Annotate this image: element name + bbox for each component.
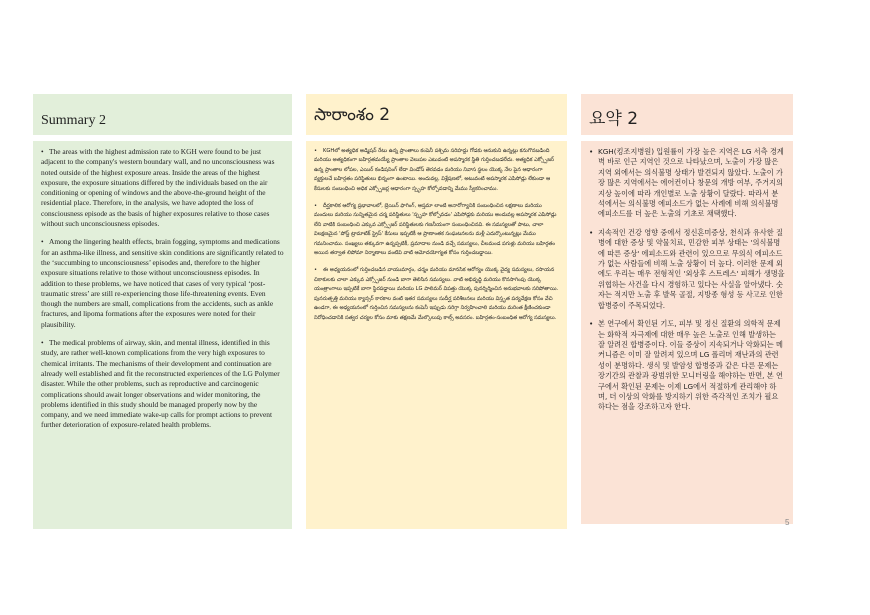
bullet-icon: • — [314, 203, 318, 210]
telugu-paragraph-3: • ఈ అధ్యయనంలో గుర్తించబడిన వాయుమార్గం, చర్మం మరియు మానసిక ఆరోగ్యం యొక్క వైద్య సమస్యలు, రసాయన చికాకులకు చాలా ఎక్కువ ఎక్స్పోజర్ నుండి బాగా తెలిసిన సమస్యలు. వాటి అభివృద్ధి మరియు కొనసాగింపు యొక్క యంత్రాంగాలు ఇప్పటికే బాగా స్థిరపడ్డాయి మరియు LG పాలిమర్ విపత్తు యొక్క పునర్నిర్మించిన అనుభవాలకు సరిపోతాయి. పునరుత్పత్తి మరియు క్యాన్సర్ కారకాల వంటి ఇతర సమస్యలు సుదీర్ఘ పరిశీలనలు మరియు విస్తృత పర్యవేక్షణ కోసం వేచి ఉండగా, ఈ అధ్యయనంలో గుర్తించిన సమస్యలను కంపెనీ ఇప్పుడు సరిగ్గా నిర్వహించాలి మరియు మరింత క్షీణించకుండా నిరోధించడానికి సత్వర చర్యల కోసం మాకు తక్షణమే మేల్కొలుపు కాల్స్ అవసరం. బహిర్గతం-సంబంధిత ఆరోగ్య సమస్యలు. — [314, 267, 559, 321]
korean-heading: 요약 2 — [589, 109, 639, 129]
bullet-icon: • — [314, 148, 318, 154]
telugu-heading: సారాంశం 2 — [314, 105, 391, 125]
korean-paragraph-2: • 지속적인 건강 영향 중에서 정신혼미증상, 천식과 유사한 질병에 대한 증상 및 약물치료, 민감한 피부 상태는 '의식불명에 따른 증상' 에피소드와 관련이 있으므로 무의식 에피소드가 없는 사람들에 비해 노출 상황이 더 높다. 이러한 문제 외에도 우리는 매우 전형적인 '외상후 스트레스' 피해가 생명을 위협하는 사건을 다시 경험하고 있다는 사실을 알아냈다. 숫자는 적지만 노출 후 발목 골절, 지방종 형성 등 사고로 인한 합병증이 주목되었다. — [589, 227, 785, 310]
bullet-icon: • — [41, 147, 44, 156]
korean-heading-box — [581, 94, 793, 135]
english-paragraph-3: • The medical problems of airway, skin, and mental illness, identified in this study, are rather well-known complications from the very high exposures to chemical irritants. The mechanisms of their development and continuation are already well established and fit the reconstructed experiences of the LG Polymer disaster. While the other problems, such as reproductive and carcinogenic complications should await longer observations and wider monitoring, the problems identified in this study should be managed properly now by the company, and we need immediate wake-up calls for prompt actions to prevent further deterioration of exposure-related health problems. — [41, 338, 280, 430]
english-summary-body — [33, 141, 292, 529]
telugu-paragraph-1: • KGHలో అత్యధిక అడ్మిషన్ రేటు ఉన్న ప్రాంతాలు కంపెనీ పశ్చిమ సరిహద్దు గోడకు ఆనుకుని ఉన్నట్లు కనుగొనబడింది మరియు అత్యధికంగా బహిర్గతమయ్యే ప్రాంతాల వెలుపల ఎటువంటి అపస్మారక స్థితి గుర్తించబడలేదు. అత్యధిక ఎక్స్పోజర్ ఉన్న ప్రాంతాల లోపల, ఎయిర్ కండిషనింగ్ లేదా విండోస్ తెరవడం మరియు నివాస స్థలం యొక్క నేల పైన ఆధారంగా వ్యక్తులచే బహిర్గతం పరిస్థితులు భిన్నంగా ఉంటాయి. అందువల్ల, విశ్లేషణలో, అటువంటి అపస్మారక ఎపిసోడ్లు లేకుండా ఆ కేసులకు సంబంధించి అధిక ఎక్స్పోజర్ల ఆధారంగా స్పృహ కోల్పోవడాన్ని మేము స్వీకరించాము. — [314, 148, 555, 192]
bullet-icon: • — [589, 147, 594, 156]
korean-paragraph-3: • 본 연구에서 확인된 기도, 피부 및 정신 질환의 의학적 문제는 화학적 자극제에 대한 매우 높은 노출로 인해 발생하는 잘 알려진 합병증이다. 이들 증상이 지속되거나 악화되는 메커니즘은 이미 잘 알려져 있으며 LG 폴리머 재난과의 관련성이 분명하다. 생식 및 발암성 합병증과 같은 다른 문제는 장기간의 관찰과 광범위한 모니터링을 해야하는 반면, 본 연구에서 확인된 문제는 이제 LG에서 적절하게 관리해야 하며, 더 이상의 악화를 방지하기 위한 즉각적인 조치가 필요하다는 점을 강조하고자 한다. — [589, 319, 783, 412]
telugu-paragraph-2: • దీర్ఘకాలిక ఆరోగ్య ప్రభావాలలో, బ్రెయిన్ ఫాగింగ్, ఆస్తమా లాంటి అనారోగ్యానికి సంబంధించిన లక్షణాలు మరియు మందులు మరియు సున్నితమైన చర్మ పరిస్థితులు 'స్పృహ కోల్పోవడం' ఎపిసోడ్లకు మరియు అందువల్ల అపస్మారక ఎపిసోడ్లు లేని వాటికి సంబంధించి ఎక్కువ ఎక్స్పోజర్ పరిస్థితులకు గణనీయంగా సంబంధించినవి. ఈ సమస్యలతో పాటు, చాలా విలక్షణమైన 'పోస్ట్ ట్రామాటిక్ స్ట్రెస్' కేసులు ఇప్పటికీ ఆ ప్రాణాంతక సంఘటనలను మళ్లీ ఎదుర్కొంటున్నట్లు మేము గమనించాము. సంఖ్యలు తక్కువగా ఉన్నప్పటికీ, ప్రమాదాల నుండి వచ్చే సమస్యలు, చీలమండ పగుళ్లు మరియు బహిర్గతం అయిన తర్వాత లిపోమా నిర్మాణాలు వంటివి వాటి ఆమోదయోగ్యత కోసం గుర్తించబడ్డాయి. — [314, 203, 557, 257]
page-number: 5 — [785, 518, 790, 527]
telugu-summary-body — [306, 141, 567, 529]
bullet-icon: • — [589, 227, 594, 237]
bullet-icon: • — [314, 267, 318, 274]
bullet-icon: • — [589, 319, 594, 329]
english-paragraph-2: • Among the lingering health effects, brain fogging, symptoms and medications for an asthma-like illness, and sensitive skin conditions are significantly related to the ‘succumbing to unconsciousness’ episodes and, therefore to the higher exposure situations relative to those without unconsciousness episodes. In addition to these problems, we have noticed that cases of very typical ‘post-traumatic stress’ are still re-experiencing those life-threatening events. Even though the numbers are small, complications from the accidents, such as ankle fractures, and lipoma formations after the exposures were noted for their plausibility. — [41, 237, 284, 329]
bullet-icon: • — [41, 237, 44, 247]
english-heading-box — [33, 94, 292, 135]
korean-summary-body — [581, 141, 793, 524]
english-paragraph-1: • The areas with the highest admission rate to KGH were found to be just adjacent to the company's western boundary wall, and no unconsciousness was noted outside of the highest exposure areas. Inside the areas of the highest exposure, the exposure situations differed by the individuals based on the air conditioning or opening of windows and the above-the-ground height of the residential place. Therefore, in the analysis, we have adopted the loss of consciousness episode as the basis of higher exposures relative to those cases without such unconsciousness episodes. — [41, 147, 275, 229]
korean-paragraph-1: • KGH(킹조지병원) 입원률이 가장 높은 지역은 LG 서측 경계벽 바로 인근 지역인 것으로 나타났으며, 노출이 가장 많은 지역 외에서는 의식불명 상태가 발견되지 않았다. 노출이 가장 많은 지역에서는 에어컨이나 창문의 개방 여부, 주거지의 지상 높이에 따라 개인별로 노출 상황이 달랐다. 따라서 분석에서는 의식불명 에피소드가 없는 사례에 비해 의식불명 에피소드를 더 높은 노출의 기초로 채택했다. — [589, 147, 784, 219]
bullet-icon: • — [41, 338, 44, 348]
english-heading: Summary 2 — [41, 113, 106, 128]
telugu-heading-box — [306, 94, 567, 135]
